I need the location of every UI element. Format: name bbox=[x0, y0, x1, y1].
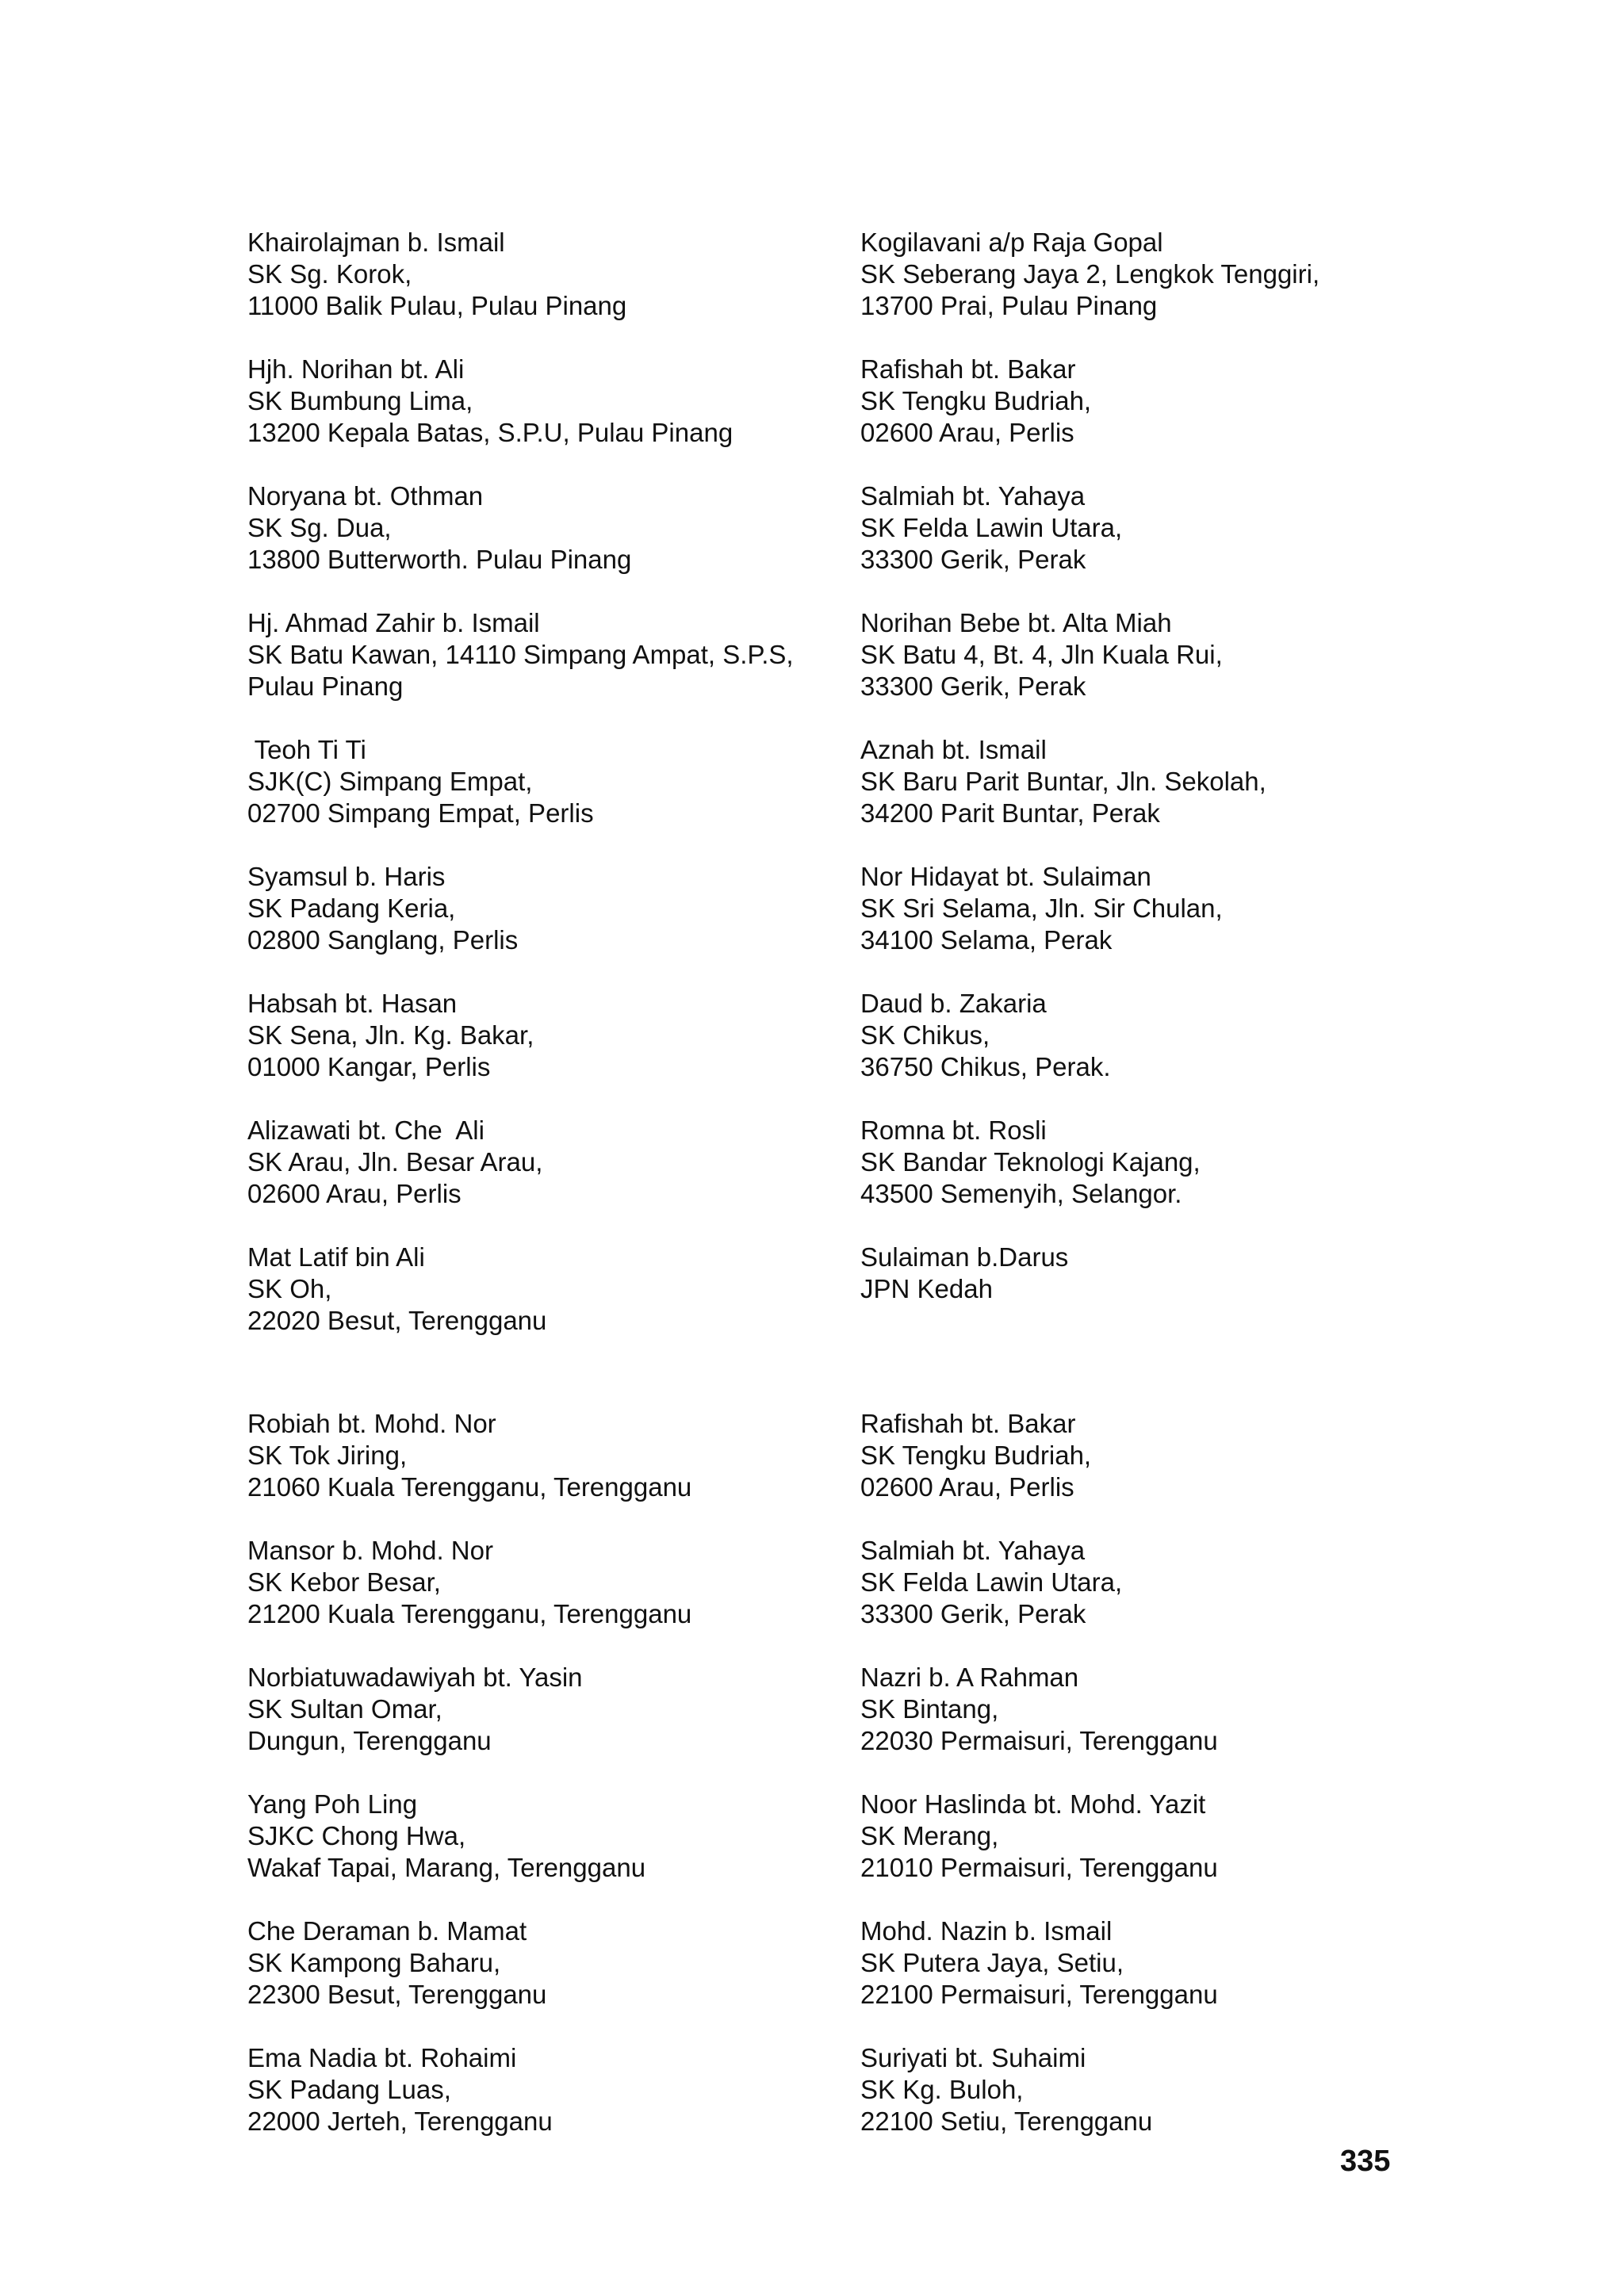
entry-name: Aznah bt. Ismail bbox=[860, 735, 1047, 764]
entry-name: Mat Latif bin Ali bbox=[247, 1242, 425, 1272]
entry-address: 01000 Kangar, Perlis bbox=[247, 1052, 491, 1081]
entry-name: Mohd. Nazin b. Ismail bbox=[860, 1916, 1113, 1946]
entry-address: 13700 Prai, Pulau Pinang bbox=[860, 291, 1158, 320]
entry-name: Noor Haslinda bt. Mohd. Yazit bbox=[860, 1789, 1206, 1819]
entry-name: Salmiah bt. Yahaya bbox=[860, 481, 1086, 511]
entry-name: Nor Hidayat bt. Sulaiman bbox=[860, 862, 1151, 891]
entry-address: 11000 Balik Pulau, Pulau Pinang bbox=[247, 291, 627, 320]
entry-address: 22300 Besut, Terengganu bbox=[247, 1980, 547, 2009]
entry-school: SK Putera Jaya, Setiu, bbox=[860, 1948, 1124, 1977]
address-entry bbox=[860, 1535, 1463, 1630]
address-entry bbox=[247, 2042, 850, 2137]
address-entry bbox=[860, 354, 1463, 449]
entry-address: 21010 Permaisuri, Terengganu bbox=[860, 1853, 1218, 1882]
address-entry bbox=[860, 988, 1463, 1083]
address-entry bbox=[247, 227, 850, 322]
address-entry bbox=[860, 1662, 1463, 1757]
entry-school: SK Sg. Dua, bbox=[247, 513, 392, 542]
address-entry bbox=[247, 1115, 850, 1210]
entry-name: Norbiatuwadawiyah bt. Yasin bbox=[247, 1663, 583, 1692]
entry-address: 22100 Setiu, Terengganu bbox=[860, 2107, 1153, 2136]
address-entry bbox=[860, 861, 1463, 956]
address-entry bbox=[247, 1789, 850, 1884]
entry-address: 43500 Semenyih, Selangor. bbox=[860, 1179, 1182, 1208]
address-entry bbox=[247, 1662, 850, 1757]
address-entry bbox=[860, 607, 1463, 702]
entry-address: 33300 Gerik, Perak bbox=[860, 1599, 1086, 1628]
entry-name: Alizawati bt. Che Ali bbox=[247, 1115, 485, 1145]
entry-name: Robiah bt. Mohd. Nor bbox=[247, 1409, 496, 1438]
entry-school: SK Bintang, bbox=[860, 1694, 999, 1724]
entry-name: Rafishah bt. Bakar bbox=[860, 354, 1076, 384]
address-entry bbox=[247, 1408, 850, 1503]
entry-school: SK Kebor Besar, bbox=[247, 1567, 441, 1597]
address-entry bbox=[247, 734, 850, 829]
address-entry bbox=[860, 1408, 1463, 1503]
entry-name: Habsah bt. Hasan bbox=[247, 989, 458, 1018]
entry-address: 02600 Arau, Perlis bbox=[247, 1179, 462, 1208]
entry-address: 13200 Kepala Batas, S.P.U, Pulau Pinang bbox=[247, 418, 733, 447]
address-entry bbox=[247, 988, 850, 1083]
entry-address: 33300 Gerik, Perak bbox=[860, 545, 1086, 574]
entry-school: SK Felda Lawin Utara, bbox=[860, 1567, 1123, 1597]
entry-name: Salmiah bt. Yahaya bbox=[860, 1536, 1086, 1565]
entry-school: SK Tengku Budriah, bbox=[860, 1441, 1092, 1470]
entry-address: 02800 Sanglang, Perlis bbox=[247, 925, 519, 955]
entry-address: 34200 Parit Buntar, Perak bbox=[860, 798, 1160, 828]
entry-address: 02600 Arau, Perlis bbox=[860, 418, 1074, 447]
entry-address: 22020 Besut, Terengganu bbox=[247, 1306, 547, 1335]
entry-name: Daud b. Zakaria bbox=[860, 989, 1047, 1018]
entry-name: Noryana bt. Othman bbox=[247, 481, 484, 511]
entry-school: SK Sultan Omar, bbox=[247, 1694, 442, 1724]
entry-school: SK Chikus, bbox=[860, 1020, 990, 1050]
address-entry bbox=[860, 2042, 1463, 2137]
address-entry bbox=[860, 734, 1463, 829]
entry-name: Mansor b. Mohd. Nor bbox=[247, 1536, 493, 1565]
entry-school: SK Arau, Jln. Besar Arau, bbox=[247, 1147, 543, 1177]
entry-address: 36750 Chikus, Perak. bbox=[860, 1052, 1111, 1081]
entry-school: SJK(C) Simpang Empat, bbox=[247, 767, 533, 796]
entry-name: Teoh Ti Ti bbox=[247, 735, 366, 764]
address-entry bbox=[860, 1115, 1463, 1210]
entry-school: SK Kg. Buloh, bbox=[860, 2075, 1024, 2104]
address-entry bbox=[247, 1242, 850, 1337]
entry-name: Ema Nadia bt. Rohaimi bbox=[247, 2043, 517, 2072]
entry-name: Khairolajman b. Ismail bbox=[247, 228, 505, 257]
entry-address: 21200 Kuala Terengganu, Terengganu bbox=[247, 1599, 692, 1628]
entry-address: 13800 Butterworth. Pulau Pinang bbox=[247, 545, 632, 574]
entry-school: SK Sri Selama, Jln. Sir Chulan, bbox=[860, 894, 1223, 923]
entry-name: Syamsul b. Haris bbox=[247, 862, 446, 891]
entry-school: SK Merang, bbox=[860, 1821, 999, 1850]
entry-name: Norihan Bebe bt. Alta Miah bbox=[860, 608, 1172, 637]
entry-school: SK Tok Jiring, bbox=[247, 1441, 408, 1470]
entry-address: 33300 Gerik, Perak bbox=[860, 672, 1086, 701]
address-entry bbox=[247, 1535, 850, 1630]
entry-name: Sulaiman b.Darus bbox=[860, 1242, 1069, 1272]
entry-address: Wakaf Tapai, Marang, Terengganu bbox=[247, 1853, 646, 1882]
address-entry bbox=[860, 480, 1463, 576]
address-entry bbox=[247, 354, 850, 449]
entry-school: SK Sg. Korok, bbox=[247, 259, 412, 289]
entry-school: SK Padang Keria, bbox=[247, 894, 456, 923]
entry-address: 22000 Jerteh, Terengganu bbox=[247, 2107, 553, 2136]
entry-address: 22030 Permaisuri, Terengganu bbox=[860, 1726, 1218, 1755]
entry-school: SK Baru Parit Buntar, Jln. Sekolah, bbox=[860, 767, 1266, 796]
entry-school: SK Bumbung Lima, bbox=[247, 386, 473, 415]
address-entry bbox=[860, 1242, 1463, 1305]
address-entry bbox=[247, 861, 850, 956]
entry-school: JPN Kedah bbox=[860, 1274, 993, 1303]
address-entry bbox=[860, 227, 1463, 322]
entry-name: Hj. Ahmad Zahir b. Ismail bbox=[247, 608, 540, 637]
entry-school: SK Kampong Baharu, bbox=[247, 1948, 501, 1977]
entry-school: SK Batu 4, Bt. 4, Jln Kuala Rui, bbox=[860, 640, 1223, 669]
entry-school: SK Padang Luas, bbox=[247, 2075, 451, 2104]
entry-address: 34100 Selama, Perak bbox=[860, 925, 1113, 955]
entry-name: Romna bt. Rosli bbox=[860, 1115, 1047, 1145]
address-entry bbox=[860, 1789, 1463, 1884]
entry-school: SK Sena, Jln. Kg. Bakar, bbox=[247, 1020, 534, 1050]
entry-name: Yang Poh Ling bbox=[247, 1789, 418, 1819]
address-entry bbox=[247, 1915, 850, 2011]
entry-name: Rafishah bt. Bakar bbox=[860, 1409, 1076, 1438]
address-entry bbox=[860, 1915, 1463, 2011]
entry-name: Hjh. Norihan bt. Ali bbox=[247, 354, 465, 384]
entry-school: SJKC Chong Hwa, bbox=[247, 1821, 466, 1850]
entry-address: Dungun, Terengganu bbox=[247, 1726, 492, 1755]
entry-name: Che Deraman b. Mamat bbox=[247, 1916, 527, 1946]
entry-address: 21060 Kuala Terengganu, Terengganu bbox=[247, 1472, 692, 1502]
entry-school: SK Tengku Budriah, bbox=[860, 386, 1092, 415]
address-entry bbox=[247, 480, 850, 576]
entry-school: SK Batu Kawan, 14110 Simpang Ampat, S.P.S, bbox=[247, 640, 794, 669]
entry-address: Pulau Pinang bbox=[247, 672, 404, 701]
entry-name: Kogilavani a/p Raja Gopal bbox=[860, 228, 1163, 257]
entry-address: 02700 Simpang Empat, Perlis bbox=[247, 798, 594, 828]
address-entry bbox=[247, 607, 850, 702]
entry-address: 02600 Arau, Perlis bbox=[860, 1472, 1074, 1502]
entry-name: Nazri b. A Rahman bbox=[860, 1663, 1079, 1692]
entry-school: SK Bandar Teknologi Kajang, bbox=[860, 1147, 1201, 1177]
entry-school: SK Seberang Jaya 2, Lengkok Tenggiri, bbox=[860, 259, 1320, 289]
entry-address: 22100 Permaisuri, Terengganu bbox=[860, 1980, 1218, 2009]
entry-school: SK Oh, bbox=[247, 1274, 332, 1303]
entry-school: SK Felda Lawin Utara, bbox=[860, 513, 1123, 542]
entry-name: Suriyati bt. Suhaimi bbox=[860, 2043, 1086, 2072]
page-number: 335 bbox=[1340, 2145, 1391, 2178]
